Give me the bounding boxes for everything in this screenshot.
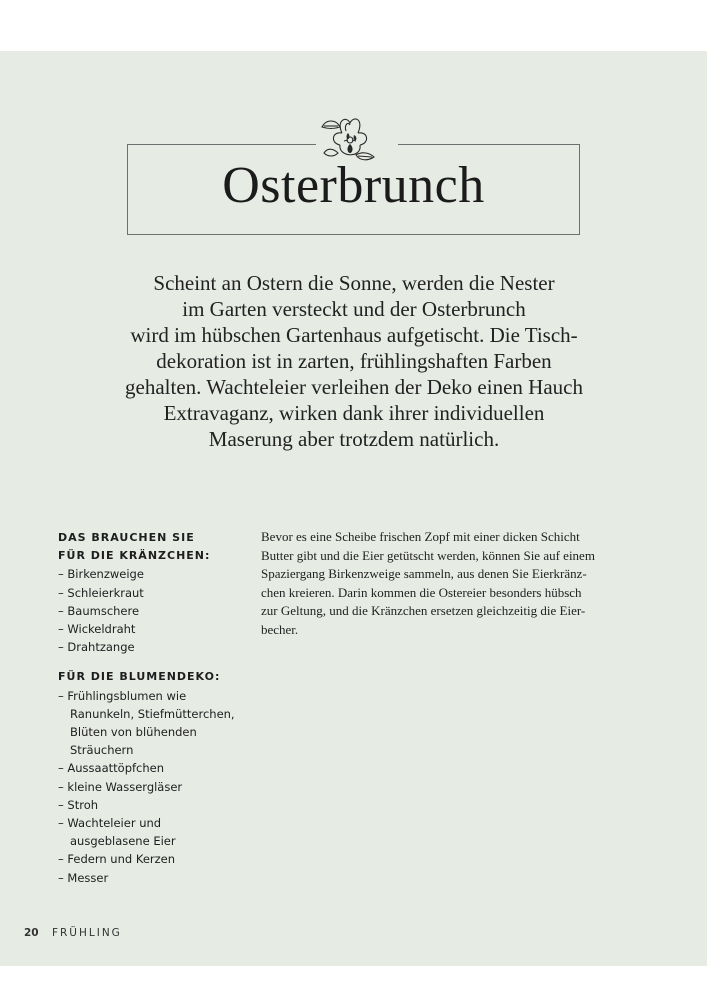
section-heading: FÜR DIE BLUMENDEKO: — [58, 670, 221, 684]
materials-list — [58, 687, 268, 887]
materials-list — [58, 565, 268, 656]
body-line: zur Geltung, und die Kränzchen ersetzen gleichzeitig die Eier- — [261, 603, 586, 619]
page-number: 20 — [24, 927, 39, 939]
book-page — [0, 51, 707, 966]
body-paragraph — [261, 528, 661, 640]
materials-sidebar — [58, 529, 268, 887]
body-line: becher. — [261, 621, 299, 637]
list-item — [58, 687, 268, 760]
intro-line: gehalten. Wachteleier verleihen der Deko einen Hauch — [125, 375, 583, 399]
section-name: FRÜHLING — [51, 927, 122, 939]
list-item: – kleine Wassergläser — [58, 779, 183, 794]
list-item: – Federn und Kerzen — [58, 852, 176, 867]
list-item — [58, 814, 268, 850]
list-item: – Schleierkraut — [58, 585, 144, 600]
list-item-text: Blüten von blühenden — [70, 725, 197, 740]
intro-paragraph — [96, 270, 612, 452]
section-heading: FÜR DIE KRÄNZCHEN: — [58, 549, 211, 563]
list-item-text: – Frühlingsblumen wie — [58, 688, 187, 703]
list-item: – Drahtzange — [58, 640, 135, 655]
list-item: – Aussaattöpfchen — [58, 761, 165, 776]
body-line: Butter gibt und die Eier getütscht werden, können Sie auf einem — [261, 547, 595, 563]
page-footer — [24, 927, 122, 939]
list-item: – Wickeldraht — [58, 622, 136, 637]
section-heading: DAS BRAUCHEN SIE — [58, 531, 195, 544]
intro-line: Maserung aber trotzdem natürlich. — [208, 427, 500, 451]
list-item-text: ausgeblasene Eier — [70, 834, 176, 849]
list-item-text: – Wachteleier und — [58, 816, 162, 831]
intro-line: wird im hübschen Gartenhaus aufgetischt. Die Tisch- — [130, 323, 578, 347]
intro-line: Scheint an Ostern die Sonne, werden die Nester — [153, 271, 555, 295]
list-item: – Messer — [58, 870, 109, 885]
list-item-text: Sträuchern — [70, 743, 134, 758]
list-item: – Baumschere — [58, 603, 140, 618]
list-item-text: Ranunkeln, Stiefmütterchen, — [70, 706, 235, 721]
intro-line: im Garten versteckt und der Osterbrunch — [182, 297, 526, 321]
list-item: – Birkenzweige — [58, 567, 144, 582]
body-line: Spaziergang Birkenzweige sammeln, aus denen Sie Eierkränz- — [261, 566, 587, 582]
list-item: – Stroh — [58, 797, 99, 812]
intro-line: Extravaganz, wirken dank ihrer individuellen — [163, 401, 545, 425]
body-line: Bevor es eine Scheibe frischen Zopf mit einer dicken Schicht — [261, 529, 580, 544]
intro-line: dekoration ist in zarten, frühlingshaften Farben — [156, 349, 552, 373]
page-title: Osterbrunch — [222, 157, 485, 214]
body-line: chen kreieren. Darin kommen die Ostereier besonders hübsch — [261, 584, 582, 600]
